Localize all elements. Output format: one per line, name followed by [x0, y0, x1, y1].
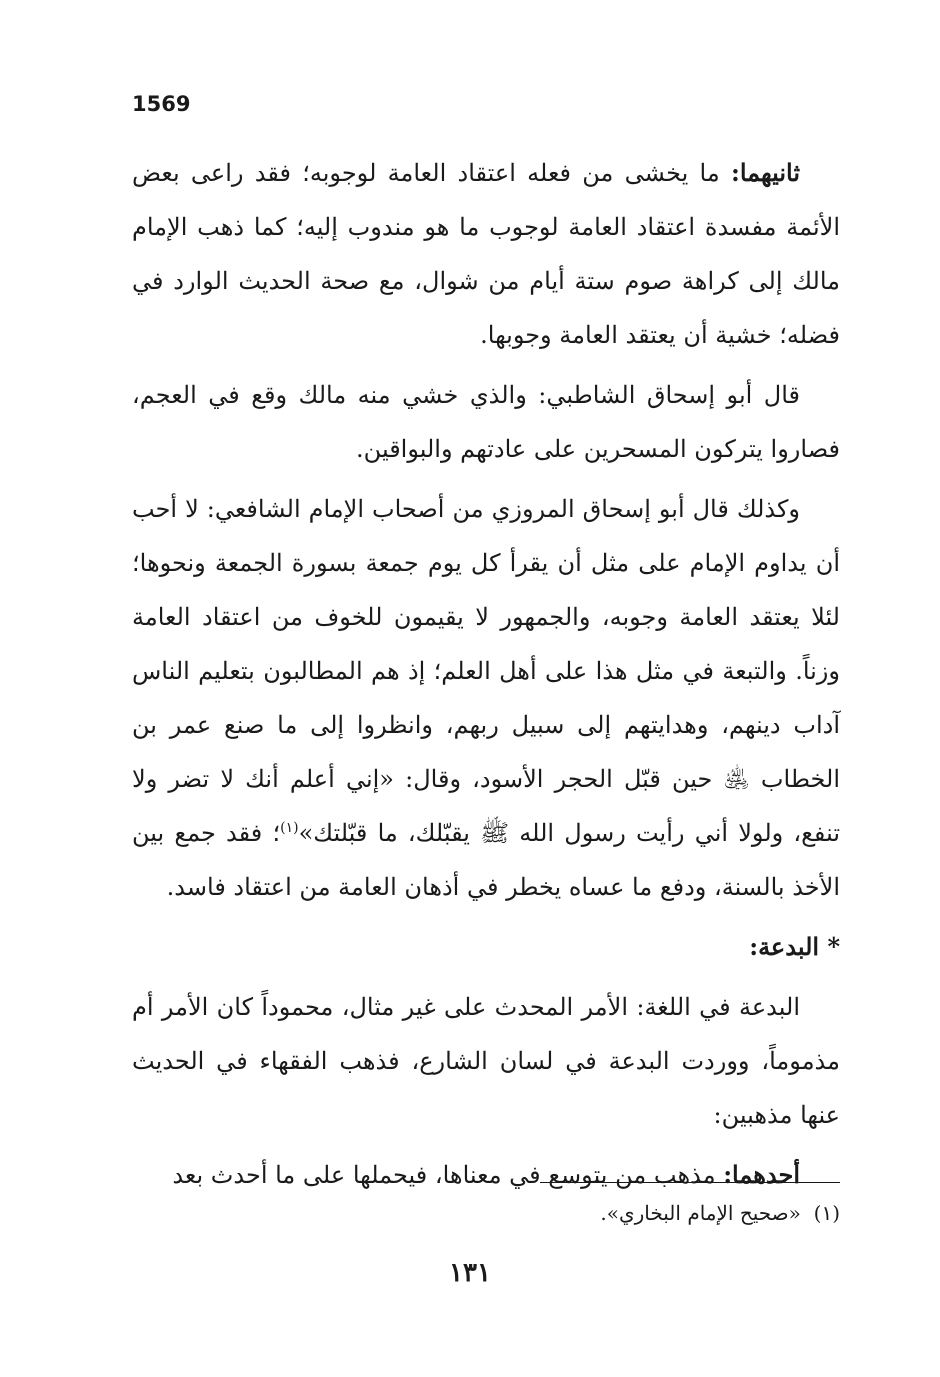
page-number: ١٣١	[449, 1258, 491, 1288]
paragraph-text: ما يخشى من فعله اعتقاد العامة لوجوبه؛ فقد راعى بعض الأئمة مفسدة اعتقاد العامة لوجوب ما هو مندوب إليه؛ كما ذهب الإمام مالك إلى كراهة صوم ستة أيام من شوال، مع صحة الحديث الوارد في فضله؛ خشية أن يعتقد العامة وجوبها.	[132, 159, 840, 349]
footnote-divider	[540, 1182, 840, 1183]
paragraph-lead: ثانيهما:	[730, 158, 800, 187]
paragraph-text-continued: ؛ فقد جمع بين الأخذ بالسنة، ودفع ما عساه يخطر في أذهان العامة من اعتقاد فاسد.	[132, 819, 840, 901]
paragraph-shatibi	[132, 368, 840, 476]
paragraph-text: البدعة في اللغة: الأمر المحدث على غير مثال، محموداً كان الأمر أم مذموماً، ووردت البدعة في لسان الشارع، فذهب الفقهاء في الحديث عنها مذهبين:	[132, 993, 840, 1129]
section-title: البدعة:	[749, 932, 820, 961]
corner-page-number: 1569	[132, 92, 191, 116]
paragraph-thanihima	[132, 146, 840, 362]
section-heading-bida	[132, 920, 840, 974]
page-body	[132, 146, 840, 1208]
paragraph-bida-lugha	[132, 980, 840, 1142]
paragraph-ahaduhuma	[132, 1148, 840, 1202]
footnote-reference[interactable]: (١)	[280, 820, 299, 836]
paragraph-text: قال أبو إسحاق الشاطبي: والذي خشي منه مالك وقع في العجم، فصاروا يتركون المسحرين على عادتهم والبواقين.	[132, 381, 840, 463]
paragraph-text: وكذلك قال أبو إسحاق المروزي من أصحاب الإمام الشافعي: لا أحب أن يداوم الإمام على مثل أن يقرأ كل يوم جمعة بسورة الجمعة ونحوها؛ لئلا يعتقد العامة وجوبه، والجمهور لا يقيمون للخوف من اعتقاد العامة وزناً. والتبعة في مثل هذا على أهل العلم؛ إذ هم المطالبون بتعليم الناس آداب دينهم، وهدايتهم إلى سبيل ربهم، وانظروا إلى ما صنع عمر بن الخطاب ﵁ حين قبّل الحجر الأسود، وقال: «إني أعلم أنك لا تضر ولا تنفع، ولولا أني رأيت رسول الله ﷺ يقبّلك، ما قبّلتك»	[132, 495, 840, 847]
footnote-marker: (١)	[813, 1201, 840, 1225]
footnote-text: «صحيح الإمام البخاري».	[600, 1201, 801, 1225]
asterisk-icon: *	[827, 932, 840, 961]
paragraph-text: مذهب من يتوسع في معناها، فيحملها على ما أحدث بعد	[172, 1161, 724, 1189]
paragraph-marwazi	[132, 482, 840, 914]
footnote	[132, 1198, 840, 1228]
paragraph-lead: أحدهما:	[723, 1160, 800, 1189]
